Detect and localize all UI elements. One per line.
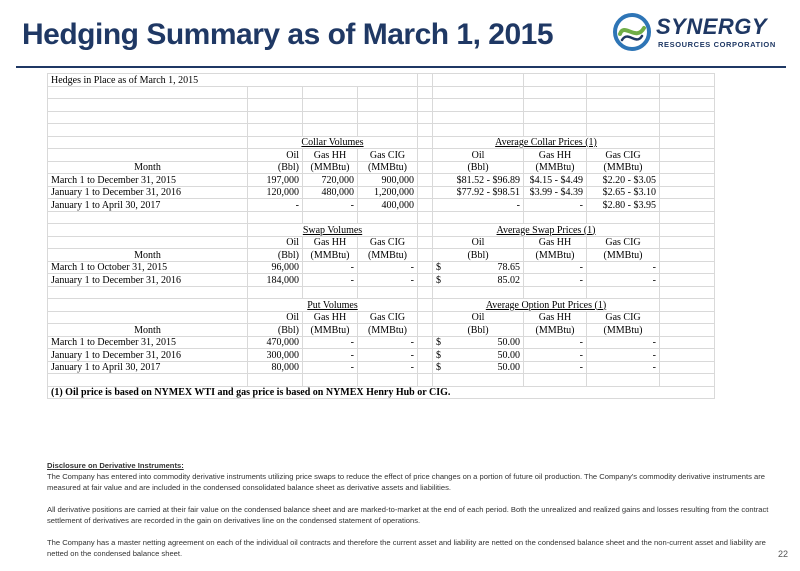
col-header-month: Month [48,161,248,174]
disclosure-paragraph: The Company has entered into commodity derivative instruments utilizing price swaps to reduce the effect of price changes on a portion of future oil production. The Company’s commodity derivative instruments are measured at fair value and are included in the condensed consolidated balance sheet as derivative assets and liabilities. [47,472,765,492]
row-gas-hh-volume: - [303,199,358,212]
col-header-gas-hh: Gas HH [524,149,587,162]
col-header-gas-cig: Gas CIG [587,149,660,162]
table-footnote: (1) Oil price is based on NYMEX WTI and gas price is based on NYMEX Henry Hub or CIG. [48,386,715,399]
col-header-gas-hh-unit: (MMBtu) [524,161,587,174]
col-header-gas-hh-unit: (MMBtu) [303,324,358,337]
col-header-gas-hh-unit: (MMBtu) [303,161,358,174]
row-gas-cig-volume: 1,200,000 [358,186,418,199]
col-header-oil-unit: (Bbl) [433,324,524,337]
row-oil-volume: 197,000 [248,174,303,187]
row-oil-volume: 80,000 [248,361,303,374]
disclosure-title: Disclosure on Derivative Instruments: [47,461,184,470]
row-gas-cig-volume: - [358,336,418,349]
dollar-sign: $ [436,349,441,361]
hedge-table [47,73,715,399]
dollar-sign: $ [436,337,441,348]
row-month: January 1 to April 30, 2017 [48,361,248,374]
row-month: March 1 to December 31, 2015 [48,174,248,187]
col-header-gas-hh-unit: (MMBtu) [524,249,587,262]
row-gas-hh-volume: - [303,261,358,274]
row-gas-hh-price: - [524,349,587,362]
col-header-oil: Oil [433,149,524,162]
col-header-gas-cig: Gas CIG [587,311,660,324]
table-row [48,261,715,274]
caption-row [48,74,715,87]
row-month: January 1 to April 30, 2017 [48,199,248,212]
disclosure-paragraph: The Company has a master netting agreement on each of the individual oil contracts and therefore the current asset and liability are netted on the condensed balance sheet and the non-current asset and liability are netted on the condensed balance sheet. [47,538,766,558]
table-row [48,349,715,362]
put-col-header-row-1 [48,311,715,324]
disclosure-section [47,460,772,570]
row-oil-volume: 300,000 [248,349,303,362]
col-header-oil-unit: (Bbl) [433,249,524,262]
row-oil-price-value: 50.00 [497,349,520,361]
dollar-sign: $ [436,274,441,286]
logo-swirl-icon [612,12,652,52]
row-gas-hh-price: - [524,274,587,287]
row-gas-hh-price: - [524,199,587,212]
put-col-header-row-2 [48,324,715,337]
row-gas-cig-volume: - [358,349,418,362]
swap-prices-header: Average Swap Prices (1) [433,224,660,237]
row-gas-cig-price: $2.20 - $3.05 [587,174,660,187]
table-caption: Hedges in Place as of March 1, 2015 [48,74,418,87]
swap-col-header-row-1 [48,236,715,249]
col-header-oil: Oil [248,311,303,324]
row-gas-hh-price: - [524,361,587,374]
row-oil-price [433,261,524,274]
col-header-gas-cig-unit: (MMBtu) [358,324,418,337]
row-gas-cig-price: - [587,274,660,287]
row-month: January 1 to December 31, 2016 [48,349,248,362]
col-header-oil: Oil [433,311,524,324]
col-header-gas-cig-unit: (MMBtu) [587,161,660,174]
col-header-oil-unit: (Bbl) [248,324,303,337]
row-gas-cig-price: - [587,349,660,362]
put-prices-header: Average Option Put Prices (1) [433,299,660,312]
row-gas-cig-price: $2.80 - $3.95 [587,199,660,212]
blank-row [48,111,715,124]
table-row [48,186,715,199]
table-row [48,199,715,212]
col-header-month: Month [48,324,248,337]
row-month: January 1 to December 31, 2016 [48,186,248,199]
table-row [48,361,715,374]
col-header-gas-cig-unit: (MMBtu) [587,249,660,262]
col-header-gas-cig: Gas CIG [358,311,418,324]
col-header-oil: Oil [433,236,524,249]
col-header-gas-hh: Gas HH [303,236,358,249]
row-oil-volume: 96,000 [248,261,303,274]
col-header-oil-unit: (Bbl) [248,249,303,262]
blank-row [48,286,715,299]
blank-row [48,211,715,224]
dollar-sign: $ [436,362,441,373]
blank-row [48,124,715,137]
row-gas-hh-volume: - [303,336,358,349]
row-oil-price: $81.52 - $96.89 [433,174,524,187]
col-header-gas-cig: Gas CIG [587,236,660,249]
collar-col-header-row-1 [48,149,715,162]
collar-volumes-header: Collar Volumes [248,136,418,149]
row-gas-hh-volume: - [303,361,358,374]
collar-group-header-row [48,136,715,149]
logo-subtitle: RESOURCES CORPORATION [658,40,776,49]
row-gas-cig-volume: 400,000 [358,199,418,212]
blank-row [48,374,715,387]
row-oil-price [433,349,524,362]
collar-col-header-row-2 [48,161,715,174]
row-gas-hh-price: $4.15 - $4.49 [524,174,587,187]
table-row [48,336,715,349]
col-header-month: Month [48,249,248,262]
col-header-gas-hh: Gas HH [524,311,587,324]
swap-volumes-header: Swap Volumes [248,224,418,237]
row-oil-volume: - [248,199,303,212]
logo-name: SYNERGY [656,14,768,39]
row-oil-price [433,336,524,349]
disclosure-paragraph: All derivative positions are carried at their fair value on the condensed balance sheet and are marked-to-market at the end of each period. Both the unrealized and realized gains and losses resulting from the contract settlement of derivatives are recorded in the gain on derivatives line on the condensed statement of operations. [47,505,769,525]
row-oil-price-value: 85.02 [497,274,520,286]
row-oil-price-value: 50.00 [497,362,520,373]
row-gas-hh-volume: 720,000 [303,174,358,187]
hedge-table-container [47,73,714,399]
col-header-oil-unit: (Bbl) [433,161,524,174]
put-group-header-row [48,299,715,312]
row-oil-price-value: 78.65 [497,262,520,273]
row-gas-hh-volume: - [303,274,358,287]
col-header-gas-cig-unit: (MMBtu) [358,161,418,174]
row-month: January 1 to December 31, 2016 [48,274,248,287]
row-gas-hh-price: - [524,336,587,349]
put-volumes-header: Put Volumes [248,299,418,312]
row-oil-volume: 120,000 [248,186,303,199]
row-oil-price [433,274,524,287]
blank-row [48,99,715,112]
row-gas-cig-price: - [587,336,660,349]
swap-group-header-row [48,224,715,237]
row-gas-cig-volume: 900,000 [358,174,418,187]
row-gas-cig-volume: - [358,361,418,374]
dollar-sign: $ [436,262,441,273]
row-gas-hh-price: - [524,261,587,274]
swap-col-header-row-2 [48,249,715,262]
page-title: Hedging Summary as of March 1, 2015 [22,18,554,51]
col-header-gas-hh-unit: (MMBtu) [524,324,587,337]
col-header-gas-cig: Gas CIG [358,149,418,162]
row-gas-cig-price: - [587,261,660,274]
col-header-gas-cig-unit: (MMBtu) [358,249,418,262]
table-row [48,174,715,187]
row-oil-price-value: 50.00 [497,337,520,348]
collar-prices-header: Average Collar Prices (1) [433,136,660,149]
col-header-gas-cig-unit: (MMBtu) [587,324,660,337]
col-header-gas-hh: Gas HH [303,311,358,324]
col-header-gas-cig: Gas CIG [358,236,418,249]
row-gas-cig-volume: - [358,274,418,287]
col-header-oil: Oil [248,149,303,162]
col-header-gas-hh: Gas HH [524,236,587,249]
title-divider [16,66,786,68]
row-oil-price: $77.92 - $98.51 [433,186,524,199]
row-gas-hh-price: $3.99 - $4.39 [524,186,587,199]
page-number: 22 [777,549,788,559]
col-header-gas-hh-unit: (MMBtu) [303,249,358,262]
row-month: March 1 to December 31, 2015 [48,336,248,349]
blank-row [48,86,715,99]
row-oil-price: - [433,199,524,212]
row-oil-volume: 470,000 [248,336,303,349]
col-header-oil-unit: (Bbl) [248,161,303,174]
table-row [48,274,715,287]
footnote-row [48,386,715,399]
company-logo [612,12,776,56]
row-month: March 1 to October 31, 2015 [48,261,248,274]
row-gas-hh-volume: - [303,349,358,362]
row-oil-volume: 184,000 [248,274,303,287]
row-gas-cig-price: $2.65 - $3.10 [587,186,660,199]
col-header-gas-hh: Gas HH [303,149,358,162]
row-gas-hh-volume: 480,000 [303,186,358,199]
row-gas-cig-volume: - [358,261,418,274]
row-oil-price [433,361,524,374]
row-gas-cig-price: - [587,361,660,374]
col-header-oil: Oil [248,236,303,249]
